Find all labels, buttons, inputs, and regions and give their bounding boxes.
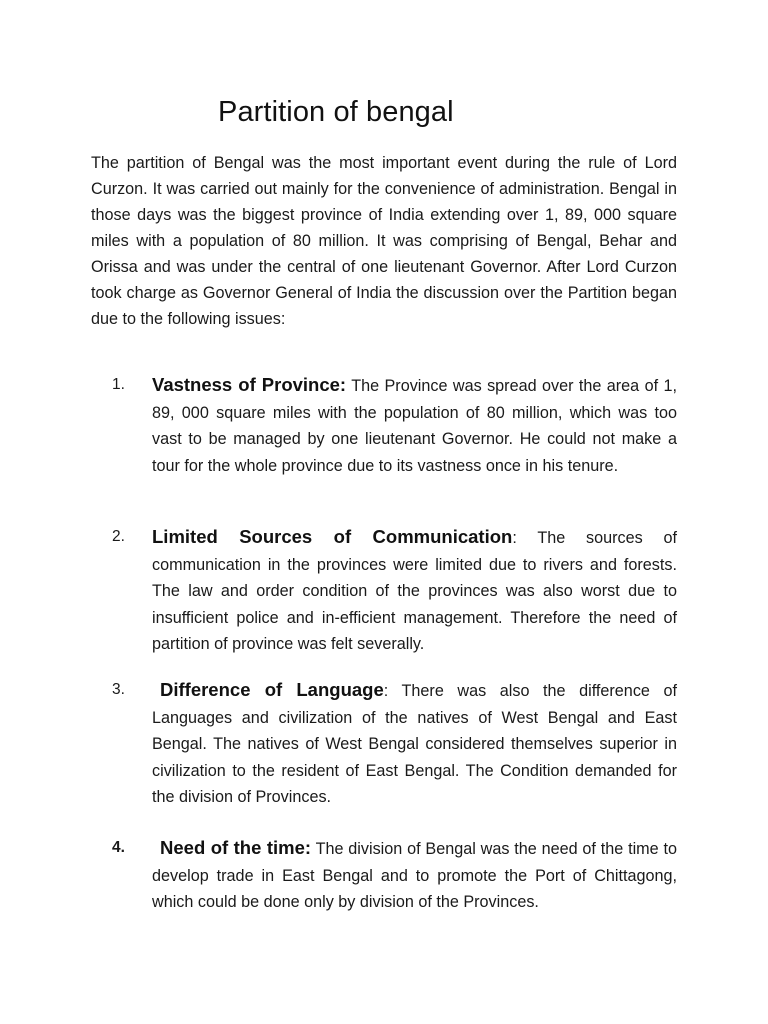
list-item-body (152, 677, 677, 811)
list-item-text: : The sources of communication in the provinces were limited due to rivers and forests. The law and order condition of the provinces was also worst due to insufficient police and in-efficient management. Therefore the need of partition of province was felt severally. (152, 529, 677, 653)
list-item-text: : There was also the difference of Languages and civilization of the natives of West Bengal and East Bengal. The natives of West Bengal considered themselves superior in civilization to the resident of East Bengal. The Condition demanded for the division of Provinces. (152, 682, 677, 806)
list-item-body (152, 524, 677, 658)
list-item-number: 2. (112, 528, 125, 545)
list-item-number: 3. (112, 681, 125, 698)
intro-paragraph: The partition of Bengal was the most important event during the rule of Lord Curzon. It was carried out mainly for the convenience of administration. Bengal in those days was the biggest province of India extending over 1, 89, 000 square miles with a population of 80 million. It was comprising of Bengal, Behar and Orissa and was under the central of one lieutenant Governor. After Lord Curzon took charge as Governor General of India the discussion over the Partition began due to the following issues: (91, 154, 677, 328)
list-item-heading: Vastness of Province: (152, 374, 347, 395)
document-title: Partition of bengal (218, 96, 454, 128)
list-item-heading: Difference of Language (160, 679, 384, 700)
list-item-heading: Need of the time: (160, 837, 312, 858)
list-item-text: The division of Bengal was the need of the time to develop trade in East Bengal and to promote the Port of Chittagong, which could be done only by division of the Provinces. (152, 840, 677, 911)
list-item-body (152, 372, 677, 479)
list-item-text: The Province was spread over the area of 1, 89, 000 square miles with the population of 80 million, which was too vast to be managed by one lieutenant Governor. He could not make a tour for the whole province due to its vastness once in his tenure. (152, 377, 677, 475)
list-item-number: 4. (112, 839, 125, 856)
list-item-body (152, 835, 677, 916)
list-item-number: 1. (112, 376, 125, 393)
list-item-heading: Limited Sources of Communication (152, 526, 513, 547)
